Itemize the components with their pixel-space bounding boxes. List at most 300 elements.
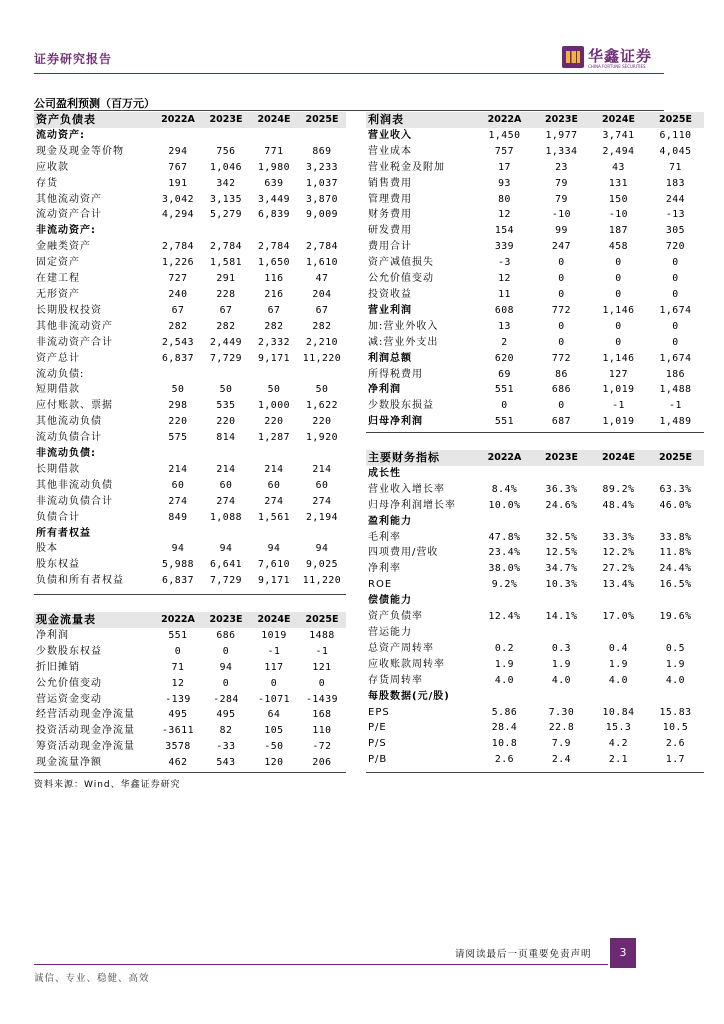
row-label: P/B [368,754,388,766]
row-label: 在建工程 [36,273,80,285]
table-cell: 17.0% [602,611,635,623]
column-header: 2023E [545,452,578,463]
table-cell: 0 [222,677,230,689]
table-cell: 186 [665,368,686,380]
row-label: 筹资活动现金净流量 [36,741,135,753]
table-cell: 1.9 [665,658,686,670]
table-cell: 204 [312,288,332,300]
column-header: 2024E [257,114,291,125]
table-cell: 0 [318,677,326,689]
table-row [34,557,346,573]
table-cell: 2.4 [551,754,572,766]
row-label: 资产负债率 [368,611,423,623]
table-cell: 2,494 [602,145,635,157]
table-row [366,335,704,351]
table-cell: 110 [312,725,332,737]
table-cell: 131 [608,177,629,189]
table-cell: 551 [168,629,188,641]
table-cell: 46.0% [659,499,692,511]
table-cell: 12 [171,677,185,689]
table-cell: 71 [669,161,682,173]
row-label: 盈利能力 [368,515,412,527]
table-cell: 4,294 [162,209,194,221]
table-row [366,207,704,223]
table-cell: 0 [672,336,679,348]
table-cell: 19.6% [659,611,692,623]
table-cell: -10 [608,209,629,221]
table-cell: 23.4% [488,547,521,559]
table-cell: 772 [551,304,572,316]
table-cell: 1,019 [602,416,635,428]
table-cell: 495 [216,709,236,721]
table-cell: -1071 [258,693,290,705]
table-row [34,144,346,160]
table-cell: 15.83 [659,706,692,718]
table-cell: 575 [168,432,188,444]
table-cell: 6,837 [162,352,194,364]
table-cell: 9,171 [258,575,290,587]
table-cell: 16.5% [659,579,692,591]
page-number: 3 [610,938,636,968]
table-cell: 1.9 [551,658,572,670]
table-row [34,367,346,383]
row-label: P/E [368,722,387,734]
footer-slogan: 诚信、专业、稳健、高效 [34,973,150,984]
table-cell: 1,019 [602,384,635,396]
table-cell: 298 [168,400,188,412]
table-cell: 121 [312,661,332,673]
table-cell: 10.84 [602,706,635,718]
table-cell: 105 [264,725,284,737]
table-cell: 1,037 [306,177,338,189]
table-cell [202,446,250,462]
table-cell: 3,870 [306,193,338,205]
table-cell: 6,641 [210,559,242,571]
table-cell [250,367,298,383]
row-label: 股东权益 [36,559,80,571]
table-cell: 282 [168,320,188,332]
table-cell: 282 [312,320,332,332]
table-row [34,223,346,239]
table-cell: 2,194 [306,511,338,523]
row-label: 销售费用 [368,177,412,189]
table-cell: 1,650 [258,257,290,269]
table-cell: 2 [501,336,508,348]
table-cell: 94 [267,543,281,555]
table-cell: 240 [168,288,188,300]
table-cell: 1.7 [665,754,686,766]
table-cell: 727 [168,273,188,285]
row-label: ROE [368,579,393,591]
table-row [366,705,704,721]
table-cell: 24.6% [545,499,578,511]
table-cell: 60 [315,479,329,491]
table-cell: 756 [216,145,236,157]
table-cell: 4.2 [608,738,629,750]
table-cell: 10.8 [491,738,518,750]
table-row [34,287,346,303]
column-header: 2025E [659,452,692,463]
table-cell: 0.5 [665,642,686,654]
row-label: 投资收益 [368,288,412,300]
table-row [366,239,704,255]
table-cell: 22.8 [548,722,575,734]
table-cell: 117 [264,661,284,673]
row-label: 金融类资产 [36,241,91,253]
table-cell: 60 [171,479,185,491]
row-label: 每股数据(元/股) [368,690,450,702]
table-cell: 0 [558,257,565,269]
table-cell: 94 [219,543,233,555]
row-label: 流动负债: [36,368,85,380]
table-cell: 7,729 [210,352,242,364]
table-cell: 274 [168,495,188,507]
source-note: 资料来源：Wind、华鑫证券研究 [34,780,181,790]
table-cell: 4.0 [665,674,686,686]
table-cell: 1,287 [258,432,290,444]
table-cell: 17 [498,161,511,173]
indicators-table [366,450,704,768]
table-cell: 10.0% [488,499,521,511]
row-label: 负债合计 [36,511,80,523]
table-cell: 47.8% [488,531,521,543]
logo-mark-icon [562,46,584,68]
row-label: 所有者权益 [36,527,91,539]
row-label: 归母净利润增长率 [368,499,456,511]
row-label: 负债和所有者权益 [36,575,124,587]
table-cell: 67 [267,304,281,316]
row-label: 少数股东权益 [36,645,102,657]
table-row [34,573,346,589]
income-statement-table [366,112,704,430]
table-cell: 11,220 [302,575,342,587]
table-cell [533,466,590,482]
table-cell [590,689,647,705]
row-label: 净利润 [36,629,69,641]
header-divider [34,73,664,74]
table-cell: -10 [551,209,572,221]
column-header: 2023E [209,114,243,125]
table-cell: 1,674 [659,352,692,364]
table-cell: 38.0% [488,563,521,575]
table-cell [250,223,298,239]
table-cell: 0 [615,336,622,348]
table-cell: 214 [216,463,236,475]
column-header: 2022A [161,114,195,125]
table-row [366,367,704,383]
table-cell: 27.2% [602,563,635,575]
table-cell: 3578 [165,741,191,753]
table-row [366,176,704,192]
income-statement-bottom-line [366,432,704,433]
row-label: 归母净利润 [368,416,423,428]
table-cell: 1,334 [545,145,578,157]
table-cell [590,625,647,641]
row-label: 减:营业外支出 [368,336,439,348]
table-row [34,494,346,510]
table-row [366,736,704,752]
table-row [34,446,346,462]
table-cell: 36.3% [545,483,578,495]
table-cell: 3,449 [258,193,290,205]
row-label: 成长性 [368,467,401,479]
row-label: 营业成本 [368,145,412,157]
table-cell: 71 [171,661,185,673]
table-row [34,723,346,739]
table-row [34,644,346,660]
table-cell: -3 [498,257,511,269]
table-row [366,128,704,144]
table-cell: 23 [555,161,568,173]
table-row [366,255,704,271]
table-cell: 86 [555,368,568,380]
table-row [366,466,704,482]
table-row [34,692,346,708]
row-label: 所得税费用 [368,368,423,380]
row-label: 营业利润 [368,304,412,316]
table-cell: 154 [494,225,515,237]
table-cell: 69 [498,368,511,380]
table-row [366,319,704,335]
row-label: 非流动资产: [36,225,96,237]
table-cell: 4.0 [608,674,629,686]
table-row [366,545,704,561]
table-cell [476,593,533,609]
table-cell: 3,135 [210,193,242,205]
table-row [34,510,346,526]
row-label: EPS [368,706,390,718]
table-row [366,498,704,514]
table-row [34,207,346,223]
table-cell [154,526,202,542]
row-label: 应付账款、票据 [36,400,113,412]
table-row [34,319,346,335]
table-cell: -1 [267,645,281,657]
row-label: 存货 [36,177,58,189]
table-cell: 214 [312,463,332,475]
table-cell: 0 [501,400,508,412]
table-row [366,577,704,593]
table-cell [533,625,590,641]
table-cell: 12.4% [488,611,521,623]
footer-divider [34,964,608,965]
table-cell: 220 [216,416,236,428]
table-cell: 32.5% [545,531,578,543]
table-row [366,144,704,160]
table-cell [154,223,202,239]
table-row [34,462,346,478]
cash-flow-table [34,612,346,771]
table-row [366,223,704,239]
table-cell: 2,449 [210,336,242,348]
table-cell [298,526,346,542]
table-row [34,541,346,557]
table-cell [533,689,590,705]
table-cell [298,367,346,383]
table-cell [590,466,647,482]
row-label: 四项费用/营收 [368,547,439,559]
table-cell: 2,543 [162,336,194,348]
logo-brand-en: CHINA FORTUNE SECURITIES [588,64,646,69]
row-label: 公允价值变动 [36,677,102,689]
table-row [34,478,346,494]
row-label: 非流动负债合计 [36,495,113,507]
table-cell [476,514,533,530]
table-cell: 1,088 [210,511,242,523]
row-label: 股本 [36,543,58,555]
table-cell: 228 [216,288,236,300]
table-cell: 639 [264,177,284,189]
table-cell [647,514,704,530]
table-cell: 220 [168,416,188,428]
table-row [34,271,346,287]
table-cell [298,128,346,144]
table-cell: 2,784 [258,241,290,253]
table-cell: 1,674 [659,304,692,316]
table-cell: 0.2 [494,642,515,654]
table-cell: 63.3% [659,483,692,495]
row-label: 管理费用 [368,193,412,205]
row-label: 偿债能力 [368,595,412,607]
table-row [34,739,346,755]
table-cell: 0 [558,288,565,300]
table-cell: 458 [608,241,629,253]
table-cell: 274 [264,495,284,507]
table-row [366,561,704,577]
table-cell [154,367,202,383]
table-cell: 462 [168,757,188,769]
table-row [34,676,346,692]
table-cell: 0 [672,273,679,285]
table-cell: 0 [615,257,622,269]
table-cell: 869 [312,145,332,157]
table-cell: 620 [494,352,515,364]
table-cell: 7.30 [548,706,575,718]
table-cell: 13 [498,320,511,332]
row-label: 研发费用 [368,225,412,237]
table-cell: 686 [551,384,572,396]
column-header: 2025E [659,114,692,125]
table-cell: 1,622 [306,400,338,412]
balance-sheet-bottom-line [34,594,346,595]
column-header: 2024E [602,114,635,125]
table-cell: 214 [168,463,188,475]
table-cell: 0 [270,677,278,689]
table-cell: 0 [615,288,622,300]
table-cell: 13.4% [602,579,635,591]
table-cell: 50 [171,384,185,396]
row-label: 其他非流动资产 [36,320,113,332]
table-cell: -3611 [162,725,194,737]
table-title: 现金流量表 [36,613,96,626]
table-cell: -33 [216,741,236,753]
table-cell: 274 [312,495,332,507]
table-cell: 4,045 [659,145,692,157]
table-cell: 43 [612,161,625,173]
column-header: 2022A [161,614,195,625]
table-row [34,128,346,144]
table-cell: 89.2% [602,483,635,495]
row-label: 毛利率 [368,531,401,543]
row-label: 净利润 [368,384,401,396]
row-label: 加:营业外收入 [368,320,439,332]
row-label: 流动负债合计 [36,432,102,444]
table-cell: 64 [267,709,281,721]
column-header: 2025E [305,114,339,125]
table-cell: 9,171 [258,352,290,364]
row-label: 现金及现金等价物 [36,145,124,157]
table-header-row [34,612,346,628]
table-cell: 7.9 [551,738,572,750]
table-cell: 15.3 [605,722,632,734]
row-label: 其他流动资产 [36,193,102,205]
table-cell: 150 [608,193,629,205]
row-label: 经营活动现金净流量 [36,709,135,721]
table-cell: 79 [555,193,568,205]
table-row [366,593,704,609]
table-cell: 1,046 [210,161,242,173]
table-cell: 2.6 [494,754,515,766]
table-row [366,514,704,530]
table-cell [250,446,298,462]
table-cell: 4.0 [494,674,515,686]
table-cell: 1,146 [602,352,635,364]
table-cell: 99 [555,225,568,237]
table-cell: 3,741 [602,129,635,141]
table-row [34,382,346,398]
table-cell: 551 [494,416,515,428]
table-cell: 82 [219,725,233,737]
table-cell: 214 [264,463,284,475]
table-cell: 1,920 [306,432,338,444]
table-cell: 0 [672,320,679,332]
table-cell: 720 [665,241,686,253]
table-cell: 2,784 [162,241,194,253]
table-cell [154,446,202,462]
table-row [366,673,704,689]
table-row [34,239,346,255]
table-cell: 4.0 [551,674,572,686]
table-cell: 9,025 [306,559,338,571]
table-cell: 127 [608,368,629,380]
table-cell: 12 [498,273,511,285]
table-row [34,628,346,644]
column-header: 2024E [602,452,635,463]
table-cell: 47 [315,273,329,285]
row-label: 净利率 [368,563,401,575]
logo-brand-cn: 华鑫证券 [588,47,653,65]
table-cell: 220 [312,416,332,428]
logo [562,44,672,74]
row-label: 营业税金及附加 [368,161,445,173]
header-title: 证券研究报告 [34,52,113,66]
table-cell: 767 [168,161,188,173]
table-cell: 6,110 [659,129,692,141]
table-cell: 33.8% [659,531,692,543]
table-cell: 543 [216,757,236,769]
table-cell: 1,610 [306,257,338,269]
table-cell: 2,332 [258,336,290,348]
table-row [366,482,704,498]
table-row [34,526,346,542]
table-cell: 2.1 [608,754,629,766]
table-cell: 10.3% [545,579,578,591]
indicators-bottom-line [366,772,704,773]
table-row [34,303,346,319]
table-row [366,609,704,625]
table-cell: 535 [216,400,236,412]
table-cell: 11 [498,288,511,300]
